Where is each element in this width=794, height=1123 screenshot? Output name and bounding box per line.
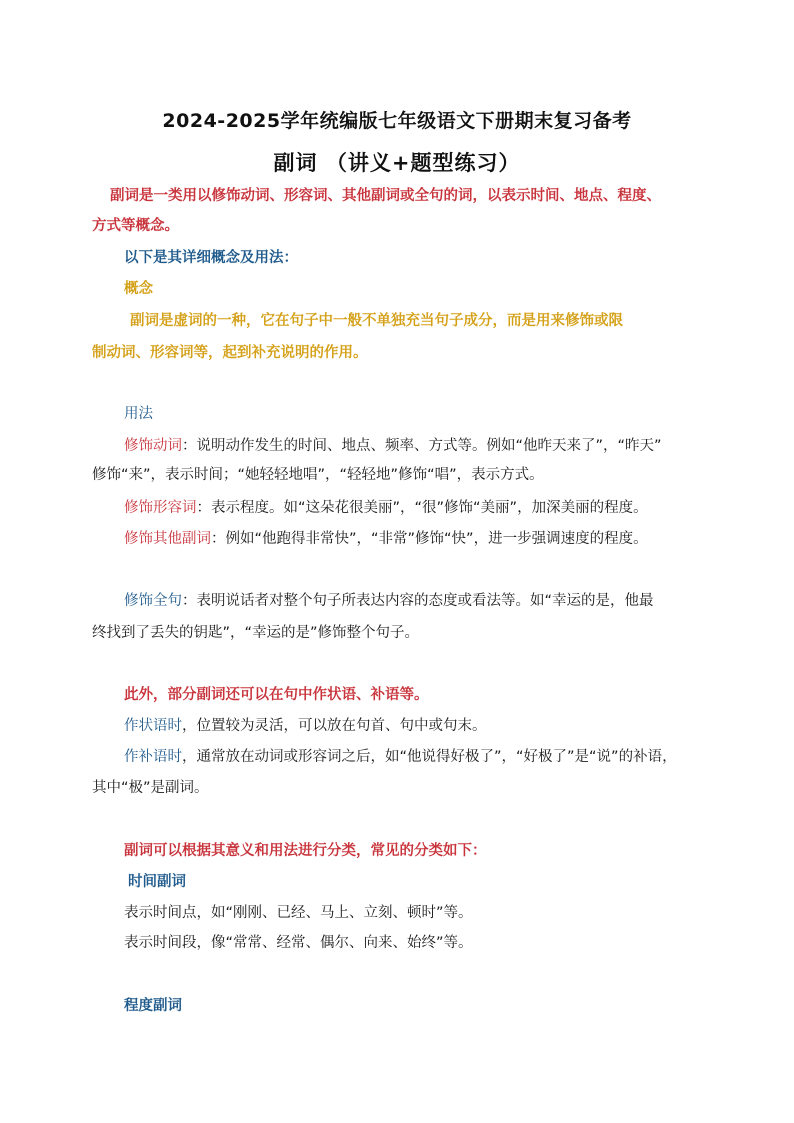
concept-heading: 概念 bbox=[124, 281, 153, 297]
usage-adj-line bbox=[124, 498, 708, 518]
usage-adv-line bbox=[124, 529, 708, 549]
usage-verb-line-1 bbox=[124, 436, 708, 456]
detail-heading: 以下是其详细概念及用法： bbox=[124, 250, 298, 266]
usage-adj-text: ：表示程度。如“这朵花很美丽”，“很”修饰“美丽”，加深美丽的程度。 bbox=[196, 500, 648, 516]
degree-adverb-heading: 程度副词 bbox=[124, 998, 182, 1014]
usage-sentence-line-2: 终找到了丢失的钥匙”，“幸运的是”修饰整个句子。 bbox=[92, 625, 420, 641]
concept-line-2: 制动词、形容词等，起到补充说明的作用。 bbox=[92, 345, 368, 361]
document-title: 2024-2025学年统编版七年级语文下册期末复习备考 bbox=[162, 110, 632, 132]
extra-adverbial-line bbox=[124, 716, 708, 736]
extra-complement-label: 作补语时 bbox=[124, 749, 182, 765]
extra-complement-text: ，通常放在动词或形容词之后，如“他说得好极了”，“好极了”是“说”的补语， bbox=[182, 749, 677, 765]
classification-heading: 副词可以根据其意义和用法进行分类，常见的分类如下： bbox=[124, 843, 487, 859]
extra-heading: 此外，部分副词还可以在句中作状语、补语等。 bbox=[124, 687, 429, 703]
usage-adv-text: ：例如“他跑得非常快”，“非常”修饰“快”，进一步强调速度的程度。 bbox=[211, 531, 648, 547]
time-adverb-heading: 时间副词 bbox=[128, 874, 186, 890]
usage-sentence-label: 修饰全句 bbox=[124, 593, 182, 609]
time-adverb-line-1: 表示时间点，如“刚刚、已经、马上、立刻、顿时”等。 bbox=[124, 905, 473, 921]
intro-line-2: 方式等概念。 bbox=[92, 218, 179, 234]
concept-line-1: 副词是虚词的一种，它在句子中一般不单独充当句子成分，而是用来修饰或限 bbox=[130, 313, 623, 329]
usage-verb-label: 修饰动词 bbox=[124, 438, 182, 454]
extra-complement-line-2: 其中“极”是副词。 bbox=[92, 780, 209, 796]
usage-sentence-line-1 bbox=[124, 591, 708, 611]
time-adverb-line-2: 表示时间段，像“常常、经常、偶尔、向来、始终”等。 bbox=[124, 935, 473, 951]
usage-sentence-text: ：表明说话者对整个句子所表达内容的态度或看法等。如“幸运的是，他最 bbox=[182, 593, 654, 609]
extra-adverbial-text: ，位置较为灵活，可以放在句首、句中或句末。 bbox=[182, 718, 487, 734]
intro-line-1: 副词是一类用以修饰动词、形容词、其他副词或全句的词，以表示时间、地点、程度、 bbox=[110, 188, 661, 204]
document-subtitle: 副词 （讲义+题型练习） bbox=[273, 151, 521, 175]
usage-adv-label: 修饰其他副词 bbox=[124, 531, 211, 547]
usage-heading: 用法 bbox=[124, 406, 153, 422]
extra-complement-line-1 bbox=[124, 747, 708, 767]
usage-adj-label: 修饰形容词 bbox=[124, 500, 197, 516]
extra-adverbial-label: 作状语时 bbox=[124, 718, 182, 734]
usage-verb-line-2: 修饰“来”，表示时间；“她轻轻地唱”，“轻轻地”修饰“唱”，表示方式。 bbox=[92, 467, 544, 483]
usage-verb-text: ：说明动作发生的时间、地点、频率、方式等。例如“他昨天来了”，“昨天” bbox=[182, 438, 662, 454]
